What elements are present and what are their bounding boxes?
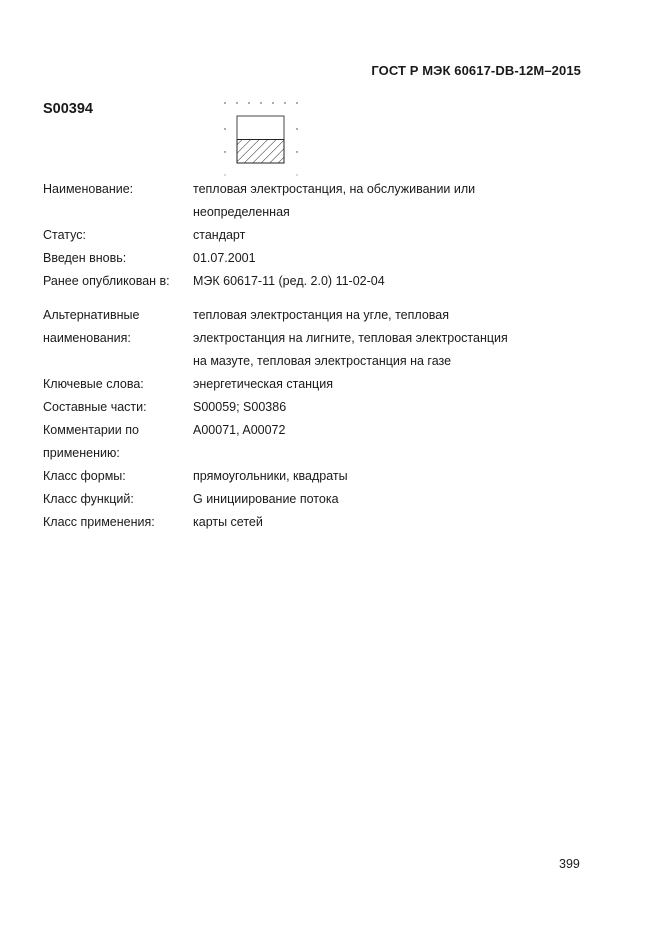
field-function-class	[43, 488, 583, 511]
field-application-class	[43, 511, 583, 534]
field-name	[43, 178, 583, 224]
thermal-power-station-symbol-icon	[222, 100, 302, 180]
field-alternative-names	[43, 304, 583, 373]
field-introduced	[43, 247, 583, 270]
field-shape-class	[43, 465, 583, 488]
field-components	[43, 396, 583, 419]
standard-header: ГОСТ Р МЭК 60617-DB-12M–2015	[371, 63, 581, 78]
field-label: Класс формы:	[43, 469, 126, 483]
field-value: A00071, A00072	[193, 423, 286, 437]
field-value: прямоугольники, квадраты	[193, 469, 348, 483]
field-value: S00059; S00386	[193, 400, 287, 414]
field-label: Введен вновь:	[43, 251, 127, 265]
symbol-attributes	[43, 178, 583, 534]
field-value: G инициирование потока	[193, 492, 339, 506]
field-value: 01.07.2001	[193, 251, 256, 265]
field-value: энергетическая станция	[193, 377, 333, 391]
field-label: Альтернативные наименования:	[43, 308, 140, 345]
page-number: 399	[559, 857, 580, 871]
field-value: тепловая электростанция, на обслуживании или неопределенная	[193, 182, 476, 219]
field-label: Ранее опубликован в:	[43, 274, 170, 288]
field-label: Ключевые слова:	[43, 377, 144, 391]
field-status	[43, 224, 583, 247]
field-previously-published	[43, 270, 583, 293]
field-value: стандарт	[193, 228, 246, 242]
field-label: Статус:	[43, 228, 86, 242]
field-label: Комментарии по применению:	[43, 423, 139, 460]
field-application-notes	[43, 419, 583, 465]
field-label: Составные части:	[43, 400, 147, 414]
field-label: Класс функций:	[43, 492, 134, 506]
field-label: Наименование:	[43, 182, 134, 196]
field-value: МЭК 60617-11 (ред. 2.0) 11-02-04	[193, 274, 385, 288]
field-label: Класс применения:	[43, 515, 155, 529]
field-value: карты сетей	[193, 515, 263, 529]
field-value: тепловая электростанция на угле, тепловая электростанция на лигните, тепловая электростанция на мазуте, тепловая электростанция на газе	[193, 308, 508, 368]
field-keywords	[43, 373, 583, 396]
symbol-code: S00394	[43, 101, 93, 117]
